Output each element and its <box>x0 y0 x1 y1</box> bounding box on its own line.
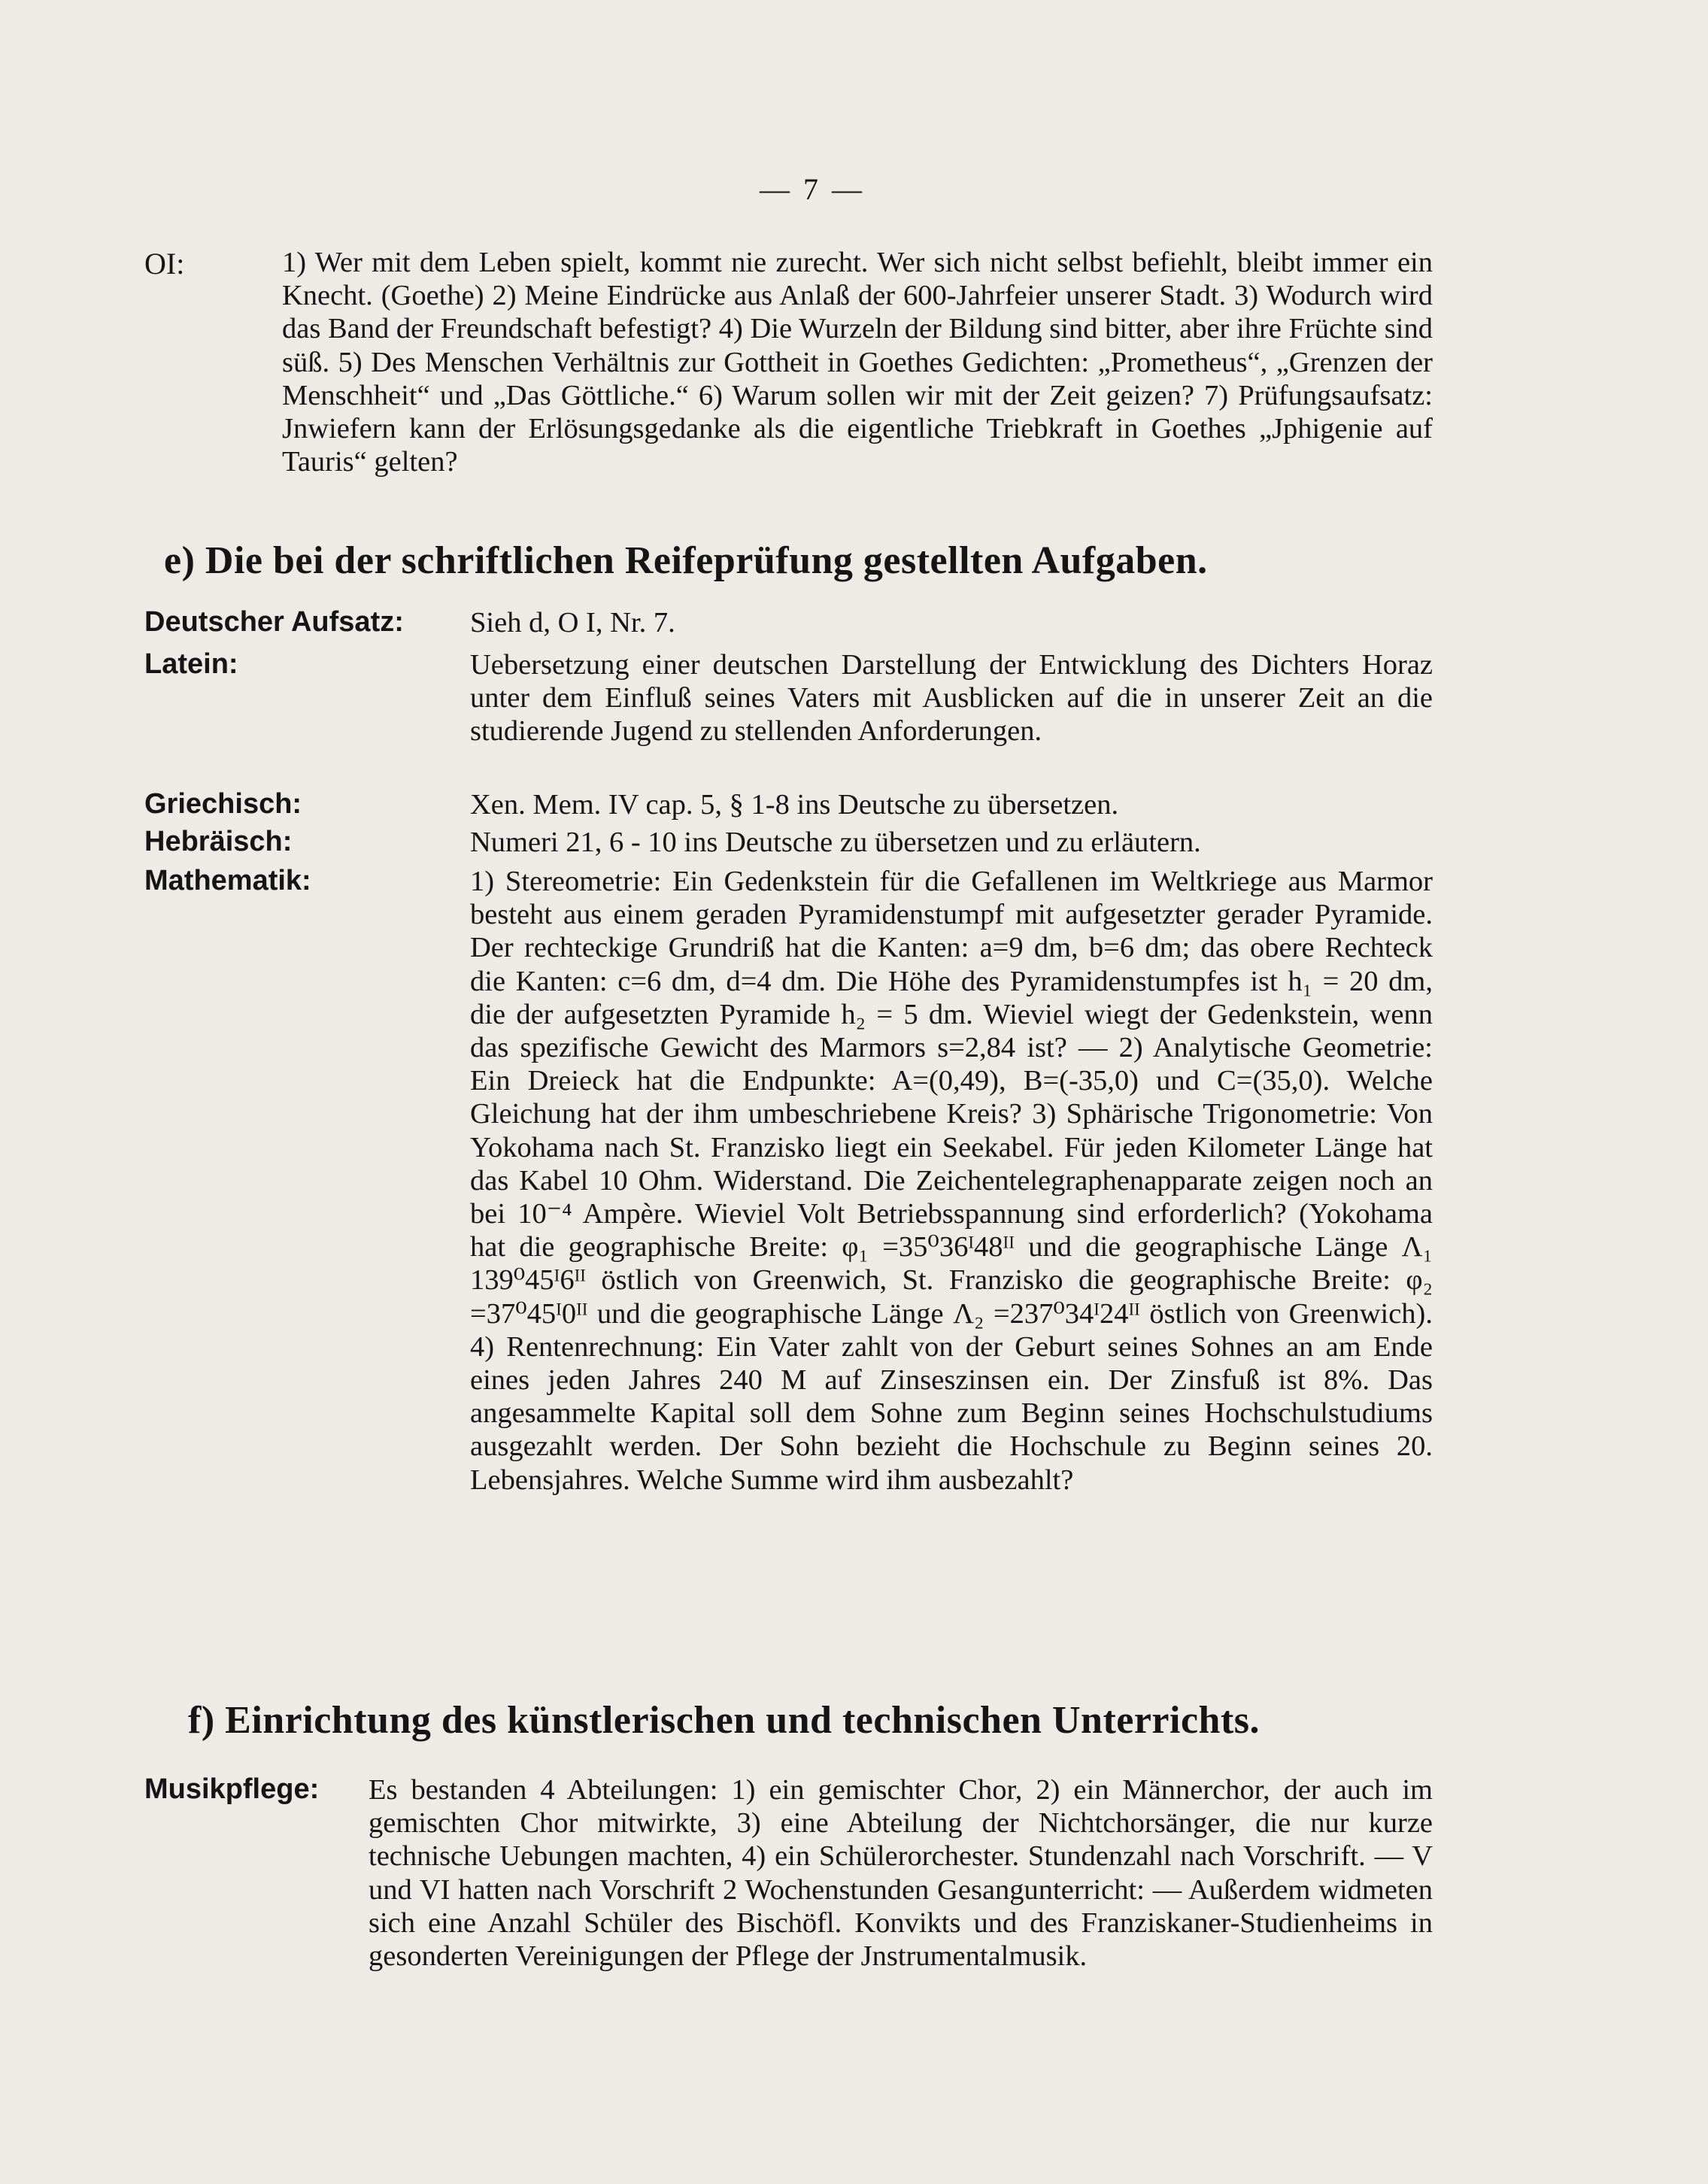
section-f-heading: f) Einrichtung des künstlerischen und technischen Unterrichts. <box>188 1699 1260 1742</box>
griechisch-text: Xen. Mem. IV cap. 5, § 1-8 ins Deutsche zu übersetzen. <box>470 789 1119 821</box>
latein-label: Latein: <box>144 648 238 680</box>
mathematik-text: 1) Stereometrie: Ein Gedenkstein für die Gefallenen im Weltkriege aus Marmor besteht aus einem geraden Pyramidenstumpf mit aufgesetzter gerader Pyramide. Der rechteckige Grundriß hat die Kanten: a=9 dm, b=6 dm; das obere Rechteck die Kanten: c=6 dm, d=4 dm. Die Höhe des Pyramidenstumpfes ist h₁ = 20 dm, die der aufgesetzten Pyramide h₂ = 5 dm. Wieviel wiegt der Gedenkstein, wenn das spezifische Gewicht des Marmors s=2,84 ist? — 2) Analytische Geometrie: Ein Dreieck hat die Endpunkte: A=(0,49), B=(-35,0) und C=(35,0). Welche Gleichung hat der ihm umbeschriebene Kreis? 3) Sphärische Trigonometrie: Von Yokohama nach St. Franzisko liegt ein Seekabel. Für jeden Kilometer Länge hat das Kabel 10 Ohm. Widerstand. Die Zeichentelegraphenapparate zeigen noch an bei 10⁻⁴ Ampère. Wieviel Volt Betriebsspannung sind erforderlich? (Yokohama hat die geographische Breite: φ₁ =35⁰36ᴵ48ᴵᴵ und die geographische Länge Λ₁ 139⁰45ᴵ6ᴵᴵ östlich von Greenwich, St. Franzisko die geographische Breite: φ₂ =37⁰45ᴵ0ᴵᴵ und die geographische Länge Λ₂ =237⁰34ᴵ24ᴵᴵ östlich von Greenwich). 4) Rentenrechnung: Ein Vater zahlt von der Geburt seines Sohnes an am Ende eines jeden Jahres 240 M auf Zinseszinsen ein. Der Zinsfuß ist 8%. Das angesammelte Kapital soll dem Sohne zum Beginn seines Hochschulstudiums ausgezahlt werden. Der Sohn bezieht die Hochschule zu Beginn seines 20. Lebensjahres. Welche Summe wird ihm ausbezahlt? <box>470 866 1433 1496</box>
griechisch-label: Griechisch: <box>144 788 302 820</box>
musikpflege-label: Musikpflege: <box>144 1773 320 1805</box>
mathematik-label: Mathematik: <box>144 865 311 896</box>
page-number: — 7 — <box>760 172 865 206</box>
hebraeisch-text: Numeri 21, 6 - 10 ins Deutsche zu übersetzen und zu erläutern. <box>470 827 1201 858</box>
o1-label: OI: <box>144 247 185 281</box>
latein-text: Uebersetzung einer deutschen Darstellung der Entwicklung des Dichters Horaz unter dem Einfluß seines Vaters mit Ausblicken auf die in unserer Zeit an die studierende Jugend zu stellenden Anforderungen. <box>470 649 1433 748</box>
hebraeisch-label: Hebräisch: <box>144 826 293 857</box>
deutsch-label: Deutscher Aufsatz: <box>144 606 404 638</box>
o1-essay-topics: 1) Wer mit dem Leben spielt, kommt nie zurecht. Wer sich nicht selbst befiehlt, bleibt immer ein Knecht. (Goethe) 2) Meine Eindrücke aus Anlaß der 600-Jahrfeier unserer Stadt. 3) Wodurch wird das Band der Freundschaft befestigt? 4) Die Wurzeln der Bildung sind bitter, aber ihre Früchte sind süß. 5) Des Menschen Verhältnis zur Gottheit in Goethes Gedichten: „Prometheus“, „Grenzen der Menschheit“ und „Das Göttliche.“ 6) Warum sollen wir mit der Zeit geizen? 7) Prüfungsaufsatz: Jnwiefern kann der Erlösungsgedanke als die eigentliche Triebkraft in Goethes „Jphigenie auf Tauris“ gelten? <box>282 247 1433 478</box>
musikpflege-text: Es bestanden 4 Abteilungen: 1) ein gemischter Chor, 2) ein Männerchor, der auch im gemischten Chor mitwirkte, 3) eine Abteilung der Nichtchorsänger, die nur kurze technische Uebungen machten, 4) ein Schülerorchester. Stundenzahl nach Vorschrift. — V und VI hatten nach Vorschrift 2 Wochenstunden Gesangunterricht: — Außerdem widmeten sich eine Anzahl Schüler des Bischöfl. Konvikts und des Franziskaner-Studienheims in gesonderten Vereinigungen der Pflege der Jnstrumentalmusik. <box>369 1774 1433 1973</box>
deutsch-text: Sieh d, O I, Nr. 7. <box>470 607 675 639</box>
section-e-heading: e) Die bei der schriftlichen Reifeprüfung gestellten Aufgaben. <box>164 539 1208 582</box>
